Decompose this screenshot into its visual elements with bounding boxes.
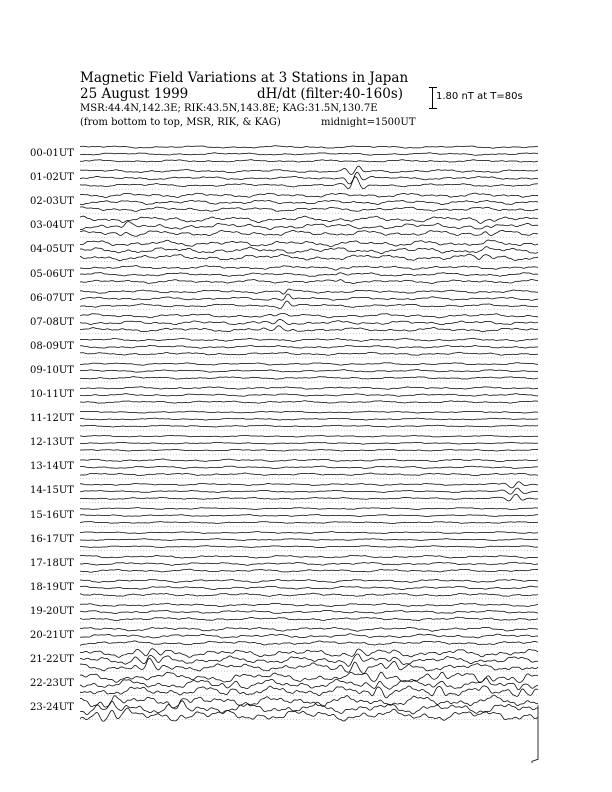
hour-label: 18-19UT [30,581,74,593]
hour-label: 07-08UT [30,316,74,328]
trace-rik [80,294,538,300]
hour-label: 23-24UT [30,702,74,714]
trace-kag [80,240,538,247]
trace-kag [80,411,538,413]
hour-row [80,603,538,623]
trace-rik [80,515,538,517]
hour-label: 22-23UT [30,678,74,690]
hour-label: 13-14UT [30,461,74,473]
trace-kag [80,146,538,148]
trace-rik [80,345,538,348]
hour-label: 14-15UT [30,485,74,497]
hour-row [80,508,538,527]
trace-kag [80,314,538,318]
trace-rik [80,273,538,277]
hour-row [80,435,538,454]
hour-row [80,649,538,674]
trace-kag [80,459,538,462]
trace-rik [80,247,538,254]
trace-msr [80,425,538,427]
trace-kag [80,482,538,488]
trace-msr [80,686,538,698]
trace-rik [80,466,538,469]
trace-kag [80,338,538,341]
hour-row [80,482,538,503]
trace-rik [80,654,538,666]
trace-msr [80,326,538,332]
chart-title: Magnetic Field Variations at 3 Stations in Japan [80,70,409,86]
hour-label: 15-16UT [30,509,74,521]
trace-msr [80,401,538,403]
trace-msr [80,473,538,476]
trace-rik [80,200,538,204]
trace-rik [80,153,538,155]
trace-msr [80,352,538,355]
hour-label: 06-07UT [30,292,74,304]
trace-kag [80,508,538,510]
hour-label: 17-18UT [30,557,74,569]
trace-kag [80,387,538,390]
trace-kag [80,166,538,174]
trace-rik [80,222,538,230]
hour-row [80,314,538,334]
trace-kag [80,193,538,197]
hour-row [80,363,538,382]
trace-rik [80,319,538,324]
scale-bar-label: 1.80 nT at T=80s [436,91,523,102]
trace-rik [80,539,538,541]
trace-rik [80,586,538,589]
stations-text: MSR:44.4N,142.3E; RIK:43.5N,143.8E; KAG:31.5N,130.7E [80,103,378,114]
trace-rik [80,634,538,638]
trace-msr [80,207,538,212]
hour-label: 19-20UT [30,605,74,617]
hour-row [80,146,538,165]
trace-kag [80,363,538,366]
hour-label: 01-02UT [30,172,74,184]
trace-kag [80,216,538,223]
trace-msr [80,160,538,162]
hour-label: 00-01UT [30,148,74,159]
trace-rik [80,562,538,565]
hour-label: 08-09UT [30,340,74,352]
trace-kag [80,627,538,631]
trace-kag [80,289,538,294]
hour-row [80,266,538,286]
order-text: (from bottom to top, MSR, RIK, & KAG) [80,117,281,128]
hour-row [80,532,538,551]
hour-row [80,672,538,698]
hour-row [80,193,538,213]
trace-rik [80,442,538,444]
hour-label: 11-12UT [30,413,74,425]
trace-rik [80,370,538,373]
hour-label: 10-11UT [30,389,74,400]
hour-label: 05-06UT [30,268,74,280]
trace-msr [80,546,538,548]
trace-rik [80,610,538,613]
trace-rik [80,418,538,420]
hour-row [80,695,538,721]
trace-tail [532,705,538,763]
trace-kag [80,266,538,271]
hour-label: 16-17UT [30,533,74,545]
trace-msr [80,377,538,379]
trace-msr [80,522,538,524]
trace-msr [80,301,538,308]
trace-kag [80,579,538,582]
trace-kag [80,672,538,682]
trace-msr [80,569,538,572]
hour-row [80,555,538,574]
hour-label: 03-04UT [30,220,74,232]
hour-label: 09-10UT [30,364,74,376]
date-text: 25 August 1999 [80,86,189,102]
hour-row [80,338,538,358]
trace-msr [80,254,538,261]
hour-label: 21-22UT [30,654,74,666]
trace-kag [80,603,538,606]
hour-label: 12-13UT [30,437,74,449]
trace-msr [80,641,538,645]
trace-msr [80,449,538,451]
hour-row [80,411,538,430]
trace-rik [80,172,538,183]
hour-row [80,627,538,647]
trace-rik [80,488,538,494]
hour-row [80,459,538,478]
midnight-text: midnight=1500UT [321,117,416,128]
trace-msr [80,494,538,501]
hour-row [80,166,538,189]
trace-kag [80,435,538,437]
trace-msr [80,593,538,596]
filter-text: dH/dt (filter:40-160s) [257,86,404,102]
hour-label: 04-05UT [30,244,74,256]
hour-row [80,289,538,310]
trace-kag [80,555,538,558]
hour-row [80,387,538,406]
hour-row [80,216,538,237]
hour-label: 02-03UT [30,196,74,208]
hour-label: 20-21UT [30,630,74,641]
trace-msr [80,617,538,621]
trace-rik [80,394,538,397]
hour-row [80,240,538,261]
trace-kag [80,532,538,534]
hour-row [80,579,538,598]
trace-msr [80,230,538,236]
trace-msr [80,280,538,284]
